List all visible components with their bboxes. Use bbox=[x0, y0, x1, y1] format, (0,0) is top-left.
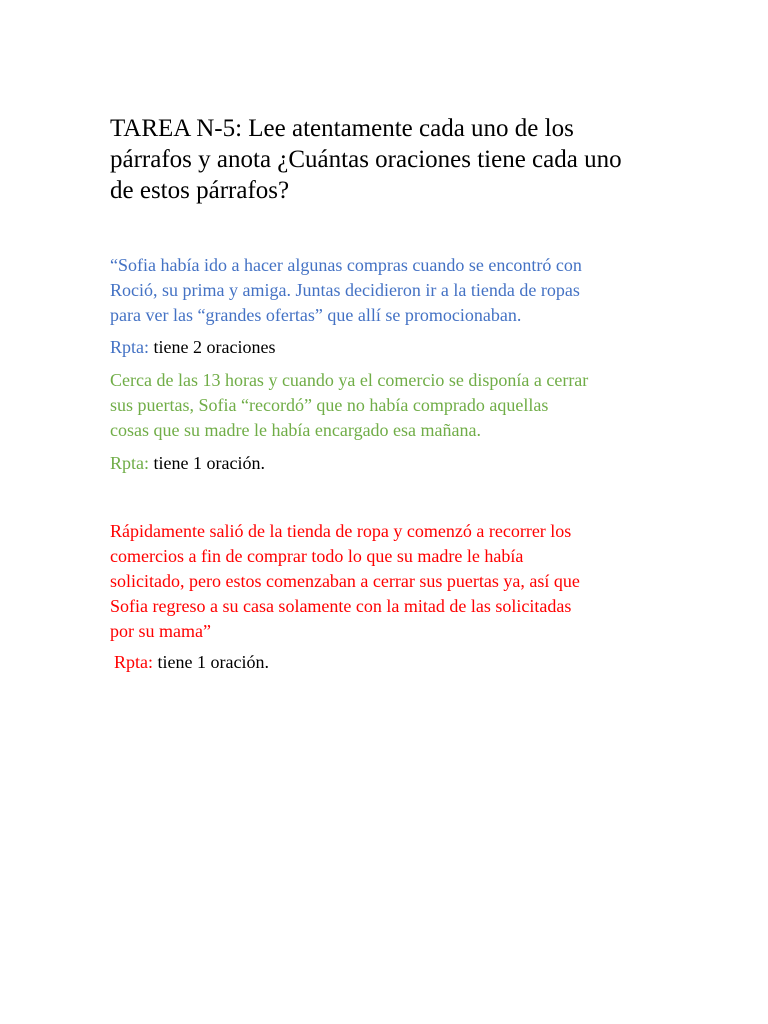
paragraph-line: “Sofia había ido a hacer algunas compras cuando se encontró con bbox=[110, 255, 582, 275]
paragraph-line: solicitado, pero estos comenzaban a cerrar sus puertas ya, así que bbox=[110, 571, 580, 591]
answer-text: tiene 1 oración. bbox=[153, 652, 269, 672]
title-line: párrafos y anota ¿Cuántas oraciones tiene cada uno bbox=[110, 146, 622, 173]
answer-label: Rpta: bbox=[110, 453, 149, 473]
paragraph-line: Rápidamente salió de la tienda de ropa y comenzó a recorrer los bbox=[110, 521, 572, 541]
answer-text: tiene 1 oración. bbox=[149, 453, 265, 473]
paragraph-line: sus puertas, Sofia “recordó” que no había comprado aquellas bbox=[110, 395, 549, 415]
paragraph-1 bbox=[110, 253, 690, 328]
paragraph-line: Cerca de las 13 horas y cuando ya el comercio se disponía a cerrar bbox=[110, 370, 589, 390]
task-title bbox=[110, 113, 670, 206]
paragraph-line: Sofia regreso a su casa solamente con la mitad de las solicitadas bbox=[110, 596, 572, 616]
paragraph-line: Roció, su prima y amiga. Juntas decidieron ir a la tienda de ropas bbox=[110, 280, 580, 300]
paragraph-line: comercios a fin de comprar todo lo que su madre le había bbox=[110, 546, 524, 566]
paragraph-line: para ver las “grandes ofertas” que allí se promocionaban. bbox=[110, 305, 522, 325]
paragraph-3 bbox=[110, 519, 690, 644]
answer-1 bbox=[110, 335, 275, 360]
title-line: TAREA N-5: Lee atentamente cada uno de los bbox=[110, 115, 574, 142]
answer-3 bbox=[114, 650, 269, 675]
paragraph-2 bbox=[110, 368, 690, 443]
answer-label: Rpta: bbox=[110, 337, 149, 357]
answer-text: tiene 2 oraciones bbox=[149, 337, 276, 357]
paragraph-line: cosas que su madre le había encargado esa mañana. bbox=[110, 420, 482, 440]
answer-2 bbox=[110, 451, 265, 476]
answer-label: Rpta: bbox=[114, 652, 153, 672]
paragraph-line: por su mama” bbox=[110, 621, 211, 641]
title-line: de estos párrafos? bbox=[110, 177, 290, 204]
